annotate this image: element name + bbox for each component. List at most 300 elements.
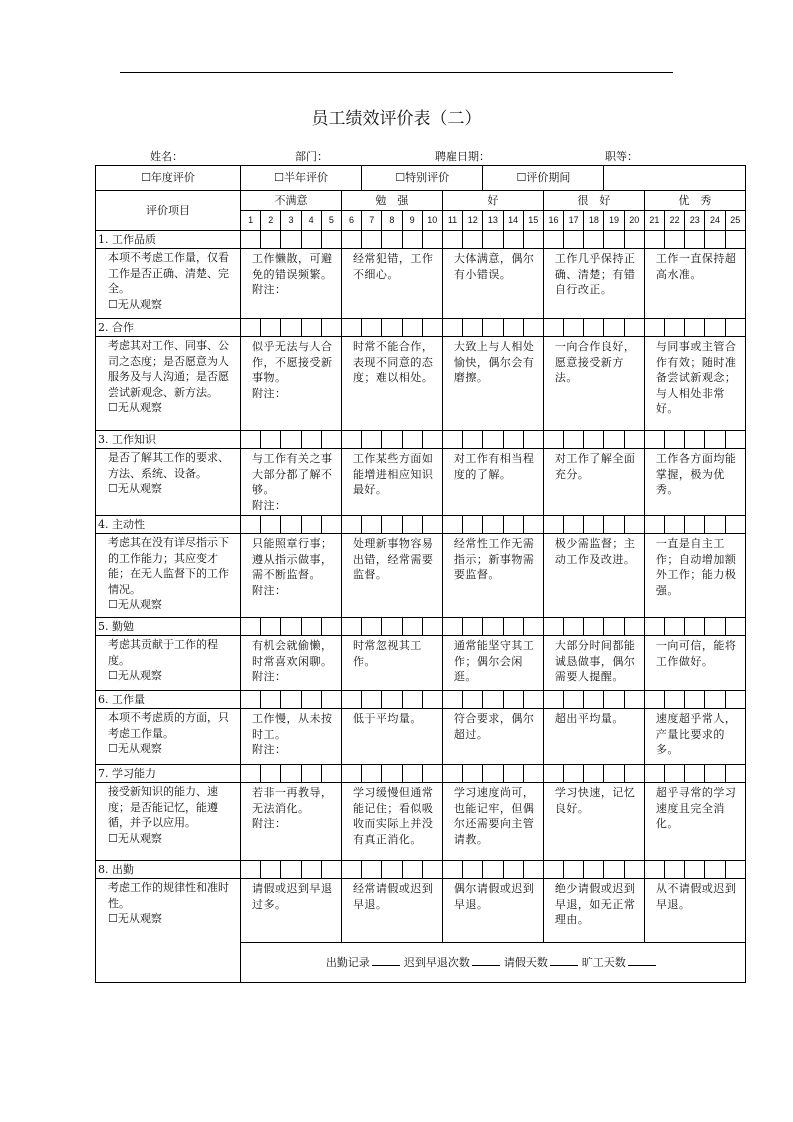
level-text: 超乎寻常的学习速度且完全消化。 xyxy=(655,786,737,830)
score-checkbox-cell[interactable] xyxy=(362,691,382,709)
level-description xyxy=(341,709,442,765)
score-checkbox-cell[interactable] xyxy=(321,516,341,534)
note-label: 附注： xyxy=(252,743,287,756)
score-checkbox-cell[interactable] xyxy=(402,861,422,879)
score-checkbox-cell[interactable] xyxy=(341,618,361,636)
score-checkbox-cell[interactable] xyxy=(463,516,483,534)
score-checkbox-cell[interactable] xyxy=(644,319,664,337)
score-checkbox-cell[interactable] xyxy=(503,319,523,337)
level-description xyxy=(341,449,442,516)
score-checkbox-cell[interactable] xyxy=(321,431,341,449)
score-checkbox-cell[interactable] xyxy=(422,231,442,249)
item-desc-row xyxy=(96,337,746,431)
score-checkbox-cell[interactable] xyxy=(321,861,341,879)
score-checkbox-cell[interactable] xyxy=(422,431,442,449)
eval-type-half-year[interactable]: ☐半年评价 xyxy=(241,166,362,191)
not-observed-checkbox[interactable]: ☐无从观察 xyxy=(108,482,162,495)
level-description xyxy=(543,636,644,691)
score-checkbox-cell[interactable] xyxy=(543,431,563,449)
score-checkbox-cell[interactable] xyxy=(382,691,402,709)
score-number: 25 xyxy=(725,211,745,231)
score-checkbox-cell[interactable] xyxy=(341,231,361,249)
level-text: 工作慢，从未按时工。 xyxy=(252,712,333,741)
grade-label: 职等： xyxy=(605,150,638,163)
score-checkbox-cell[interactable] xyxy=(382,516,402,534)
attendance-late-field[interactable] xyxy=(472,965,500,966)
score-checkbox-cell[interactable] xyxy=(665,516,685,534)
not-observed-checkbox[interactable]: ☐无从观察 xyxy=(108,912,162,925)
score-checkbox-cell[interactable] xyxy=(644,431,664,449)
not-observed-checkbox[interactable]: ☐无从观察 xyxy=(108,297,162,311)
score-checkbox-cell[interactable] xyxy=(442,231,462,249)
item-description xyxy=(96,534,241,618)
score-checkbox-cell[interactable] xyxy=(301,231,321,249)
score-checkbox-cell[interactable] xyxy=(341,861,361,879)
dept-label: 部门： xyxy=(295,150,328,163)
score-checkbox-cell[interactable] xyxy=(705,231,725,249)
score-checkbox-cell[interactable] xyxy=(442,319,462,337)
score-checkbox-cell[interactable] xyxy=(483,861,503,879)
score-checkbox-cell[interactable] xyxy=(564,618,584,636)
score-checkbox-cell[interactable] xyxy=(241,516,261,534)
score-checkbox-cell[interactable] xyxy=(725,319,745,337)
item-description xyxy=(96,449,241,516)
score-checkbox-cell[interactable] xyxy=(523,319,543,337)
score-checkbox-cell[interactable] xyxy=(564,319,584,337)
score-checkbox-cell[interactable] xyxy=(665,431,685,449)
score-checkbox-cell[interactable] xyxy=(725,618,745,636)
score-checkbox-cell[interactable] xyxy=(241,431,261,449)
score-checkbox-cell[interactable] xyxy=(382,319,402,337)
score-checkbox-cell[interactable] xyxy=(281,861,301,879)
level-description xyxy=(442,337,543,431)
score-checkbox-cell[interactable] xyxy=(362,516,382,534)
score-checkbox-cell[interactable] xyxy=(503,618,523,636)
score-checkbox-cell[interactable] xyxy=(725,861,745,879)
score-checkbox-cell[interactable] xyxy=(665,618,685,636)
attendance-absent-label: 旷工天数 xyxy=(581,955,626,969)
level-text: 经常犯错，工作不细心。 xyxy=(352,252,434,281)
score-checkbox-cell[interactable] xyxy=(523,231,543,249)
score-checkbox-cell[interactable] xyxy=(604,861,624,879)
score-checkbox-cell[interactable] xyxy=(584,861,604,879)
level-header: 好 xyxy=(442,191,543,211)
score-checkbox-cell[interactable] xyxy=(564,691,584,709)
score-checkbox-cell[interactable] xyxy=(523,431,543,449)
score-checkbox-cell[interactable] xyxy=(705,319,725,337)
score-checkbox-cell[interactable] xyxy=(281,319,301,337)
score-checkbox-cell[interactable] xyxy=(281,516,301,534)
hire-date-label: 聘雇日期： xyxy=(435,150,490,163)
not-observed-checkbox[interactable]: ☐无从观察 xyxy=(108,742,162,755)
score-checkbox-cell[interactable] xyxy=(624,431,644,449)
score-checkbox-cell[interactable] xyxy=(301,691,321,709)
level-description xyxy=(543,879,644,943)
eval-type-period[interactable]: ☐评价期间 xyxy=(483,166,604,191)
score-checkbox-cell[interactable] xyxy=(685,319,705,337)
level-description xyxy=(543,249,644,319)
score-checkbox-cell[interactable] xyxy=(442,691,462,709)
score-checkbox-cell[interactable] xyxy=(665,691,685,709)
score-checkbox-cell[interactable] xyxy=(241,319,261,337)
item-description xyxy=(96,249,241,319)
score-checkbox-cell[interactable] xyxy=(442,861,462,879)
score-checkbox-cell[interactable] xyxy=(261,231,281,249)
score-checkbox-cell[interactable] xyxy=(725,231,745,249)
level-text: 时常忽视其工作。 xyxy=(352,639,422,668)
score-checkbox-cell[interactable] xyxy=(382,231,402,249)
name-label: 姓名： xyxy=(150,150,183,163)
score-checkbox-cell[interactable] xyxy=(402,765,422,783)
score-checkbox-cell[interactable] xyxy=(301,516,321,534)
score-checkbox-cell[interactable] xyxy=(644,618,664,636)
score-checkbox-cell[interactable] xyxy=(705,765,725,783)
attendance-late-label: 迟到早退次数 xyxy=(403,955,470,969)
score-checkbox-cell[interactable] xyxy=(483,516,503,534)
level-text: 与工作有关之事大部分都了解不够。 xyxy=(252,452,333,496)
item-score-row xyxy=(96,861,746,879)
score-checkbox-cell[interactable] xyxy=(402,231,422,249)
level-text: 从不请假或迟到早退。 xyxy=(655,882,737,911)
score-checkbox-cell[interactable] xyxy=(584,231,604,249)
score-checkbox-cell[interactable] xyxy=(382,431,402,449)
score-checkbox-cell[interactable] xyxy=(281,431,301,449)
level-description xyxy=(644,783,745,861)
not-observed-checkbox[interactable]: ☐无从观察 xyxy=(108,401,162,414)
not-observed-checkbox[interactable]: ☐无从观察 xyxy=(108,831,162,845)
item-title: 2. 合作 xyxy=(96,319,241,337)
item-title: 7. 学习能力 xyxy=(96,765,241,783)
attendance-leave-label: 请假天数 xyxy=(503,955,548,969)
score-checkbox-cell[interactable] xyxy=(341,765,361,783)
level-text: 超出平均量。 xyxy=(554,712,624,725)
evaluation-table xyxy=(95,165,746,983)
score-checkbox-cell[interactable] xyxy=(644,765,664,783)
score-checkbox-cell[interactable] xyxy=(665,861,685,879)
not-observed-checkbox[interactable]: ☐无从观察 xyxy=(108,669,162,682)
score-checkbox-cell[interactable] xyxy=(321,691,341,709)
level-text: 处理新事物容易出错，经常需要监督。 xyxy=(352,537,434,581)
score-checkbox-cell[interactable] xyxy=(543,691,563,709)
score-checkbox-cell[interactable] xyxy=(483,765,503,783)
score-checkbox-cell[interactable] xyxy=(584,431,604,449)
description-text: 接受新知识的能力、速度；是否能记忆，能遵循，并予以应用。 xyxy=(108,785,218,829)
score-checkbox-cell[interactable] xyxy=(503,861,523,879)
score-checkbox-cell[interactable] xyxy=(624,691,644,709)
item-desc-row xyxy=(96,534,746,618)
level-description xyxy=(341,636,442,691)
score-checkbox-cell[interactable] xyxy=(604,319,624,337)
score-checkbox-cell[interactable] xyxy=(301,618,321,636)
score-checkbox-cell[interactable] xyxy=(341,691,361,709)
score-checkbox-cell[interactable] xyxy=(321,231,341,249)
score-checkbox-cell[interactable] xyxy=(604,231,624,249)
level-description xyxy=(241,636,342,691)
level-description xyxy=(341,249,442,319)
score-checkbox-cell[interactable] xyxy=(523,765,543,783)
score-checkbox-cell[interactable] xyxy=(584,319,604,337)
score-checkbox-cell[interactable] xyxy=(503,765,523,783)
level-description xyxy=(241,534,342,618)
score-checkbox-cell[interactable] xyxy=(564,516,584,534)
score-number: 14 xyxy=(503,211,523,231)
level-text: 经常请假或迟到早退。 xyxy=(352,882,434,911)
note-label: 附注： xyxy=(252,498,287,512)
score-checkbox-cell[interactable] xyxy=(301,765,321,783)
score-checkbox-cell[interactable] xyxy=(442,516,462,534)
score-checkbox-cell[interactable] xyxy=(362,431,382,449)
score-checkbox-cell[interactable] xyxy=(705,618,725,636)
score-checkbox-cell[interactable] xyxy=(241,231,261,249)
score-checkbox-cell[interactable] xyxy=(604,516,624,534)
score-checkbox-cell[interactable] xyxy=(402,618,422,636)
score-checkbox-cell[interactable] xyxy=(624,516,644,534)
score-checkbox-cell[interactable] xyxy=(543,765,563,783)
item-title: 4. 主动性 xyxy=(96,516,241,534)
score-checkbox-cell[interactable] xyxy=(685,231,705,249)
score-checkbox-cell[interactable] xyxy=(483,618,503,636)
score-checkbox-cell[interactable] xyxy=(685,691,705,709)
score-checkbox-cell[interactable] xyxy=(584,691,604,709)
level-text: 一向可信，能将工作做好。 xyxy=(655,639,737,668)
score-checkbox-cell[interactable] xyxy=(463,319,483,337)
score-checkbox-cell[interactable] xyxy=(685,765,705,783)
attendance-leave-field[interactable] xyxy=(550,965,578,966)
level-text: 学习速度尚可，也能记牢，但偶尔还需要向主管请教。 xyxy=(453,786,535,846)
score-checkbox-cell[interactable] xyxy=(523,516,543,534)
item-score-row xyxy=(96,765,746,783)
score-checkbox-cell[interactable] xyxy=(341,431,361,449)
score-checkbox-cell[interactable] xyxy=(483,691,503,709)
score-checkbox-cell[interactable] xyxy=(564,431,584,449)
score-checkbox-cell[interactable] xyxy=(604,431,624,449)
score-checkbox-cell[interactable] xyxy=(503,691,523,709)
score-checkbox-cell[interactable] xyxy=(362,765,382,783)
score-checkbox-cell[interactable] xyxy=(705,516,725,534)
score-checkbox-cell[interactable] xyxy=(402,691,422,709)
score-checkbox-cell[interactable] xyxy=(584,765,604,783)
score-number: 12 xyxy=(463,211,483,231)
score-checkbox-cell[interactable] xyxy=(665,231,685,249)
score-checkbox-cell[interactable] xyxy=(705,691,725,709)
score-number: 6 xyxy=(341,211,361,231)
attendance-absent-field[interactable] xyxy=(628,965,656,966)
level-description xyxy=(341,783,442,861)
score-checkbox-cell[interactable] xyxy=(261,765,281,783)
score-number: 9 xyxy=(402,211,422,231)
score-checkbox-cell[interactable] xyxy=(523,691,543,709)
score-checkbox-cell[interactable] xyxy=(564,765,584,783)
score-checkbox-cell[interactable] xyxy=(523,618,543,636)
score-checkbox-cell[interactable] xyxy=(644,231,664,249)
description-text: 考虑其对工作、同事、公司之态度；是否愿意为人服务及与人沟通；是否愿尝试新观念、新方法。 xyxy=(108,339,229,399)
score-checkbox-cell[interactable] xyxy=(241,765,261,783)
score-number: 15 xyxy=(523,211,543,231)
score-checkbox-cell[interactable] xyxy=(644,861,664,879)
eval-period-value[interactable] xyxy=(604,166,745,191)
score-checkbox-cell[interactable] xyxy=(301,319,321,337)
level-text: 大致上与人相处愉快，偶尔会有磨擦。 xyxy=(453,340,535,384)
score-checkbox-cell[interactable] xyxy=(362,319,382,337)
score-checkbox-cell[interactable] xyxy=(604,691,624,709)
score-checkbox-cell[interactable] xyxy=(564,231,584,249)
score-checkbox-cell[interactable] xyxy=(261,431,281,449)
score-checkbox-cell[interactable] xyxy=(422,861,442,879)
score-checkbox-cell[interactable] xyxy=(604,765,624,783)
attendance-record-field[interactable] xyxy=(372,965,400,966)
score-checkbox-cell[interactable] xyxy=(442,618,462,636)
score-checkbox-cell[interactable] xyxy=(463,618,483,636)
score-checkbox-cell[interactable] xyxy=(281,618,301,636)
score-checkbox-cell[interactable] xyxy=(624,319,644,337)
score-checkbox-cell[interactable] xyxy=(725,516,745,534)
score-checkbox-cell[interactable] xyxy=(584,516,604,534)
score-checkbox-cell[interactable] xyxy=(442,431,462,449)
score-checkbox-cell[interactable] xyxy=(321,765,341,783)
score-checkbox-cell[interactable] xyxy=(705,431,725,449)
score-checkbox-cell[interactable] xyxy=(725,691,745,709)
level-description xyxy=(241,337,342,431)
score-checkbox-cell[interactable] xyxy=(422,765,442,783)
level-description xyxy=(543,534,644,618)
description-text: 是否了解其工作的要求、方法、系统、设备。 xyxy=(108,451,229,480)
score-checkbox-cell[interactable] xyxy=(382,618,402,636)
item-score-row xyxy=(96,319,746,337)
score-checkbox-cell[interactable] xyxy=(261,319,281,337)
score-checkbox-cell[interactable] xyxy=(725,431,745,449)
score-checkbox-cell[interactable] xyxy=(665,319,685,337)
score-checkbox-cell[interactable] xyxy=(564,861,584,879)
level-description xyxy=(644,534,745,618)
score-checkbox-cell[interactable] xyxy=(523,861,543,879)
score-checkbox-cell[interactable] xyxy=(301,861,321,879)
score-checkbox-cell[interactable] xyxy=(321,319,341,337)
score-checkbox-cell[interactable] xyxy=(543,231,563,249)
score-checkbox-cell[interactable] xyxy=(685,516,705,534)
score-checkbox-cell[interactable] xyxy=(584,618,604,636)
score-checkbox-cell[interactable] xyxy=(341,516,361,534)
score-checkbox-cell[interactable] xyxy=(281,231,301,249)
not-observed-checkbox[interactable]: ☐无从观察 xyxy=(108,598,162,611)
score-checkbox-cell[interactable] xyxy=(624,861,644,879)
score-checkbox-cell[interactable] xyxy=(725,765,745,783)
description-text: 本项不考虑质的方面，只考虑工作量。 xyxy=(108,711,229,740)
score-checkbox-cell[interactable] xyxy=(685,861,705,879)
score-checkbox-cell[interactable] xyxy=(644,516,664,534)
level-text: 极少需监督；主动工作及改进。 xyxy=(554,537,636,566)
score-checkbox-cell[interactable] xyxy=(382,765,402,783)
score-checkbox-cell[interactable] xyxy=(261,691,281,709)
score-checkbox-cell[interactable] xyxy=(483,319,503,337)
score-number: 23 xyxy=(685,211,705,231)
score-checkbox-cell[interactable] xyxy=(665,765,685,783)
score-checkbox-cell[interactable] xyxy=(422,691,442,709)
score-checkbox-cell[interactable] xyxy=(241,691,261,709)
score-checkbox-cell[interactable] xyxy=(241,618,261,636)
score-checkbox-cell[interactable] xyxy=(483,431,503,449)
description-text: 本项不考虑工作量，仅看工作是否正确、清楚、完全。 xyxy=(108,251,229,295)
level-description xyxy=(543,337,644,431)
item-desc-row xyxy=(96,249,746,319)
score-checkbox-cell[interactable] xyxy=(644,691,664,709)
score-checkbox-cell[interactable] xyxy=(241,861,261,879)
score-checkbox-cell[interactable] xyxy=(543,516,563,534)
score-checkbox-cell[interactable] xyxy=(503,516,523,534)
item-description xyxy=(96,879,241,983)
level-description xyxy=(543,709,644,765)
score-checkbox-cell[interactable] xyxy=(422,319,442,337)
score-checkbox-cell[interactable] xyxy=(463,765,483,783)
level-text: 一向合作良好，愿意接受新方法。 xyxy=(554,340,636,384)
score-checkbox-cell[interactable] xyxy=(503,231,523,249)
level-description xyxy=(442,534,543,618)
score-checkbox-cell[interactable] xyxy=(624,231,644,249)
score-checkbox-cell[interactable] xyxy=(483,231,503,249)
score-checkbox-cell[interactable] xyxy=(543,861,563,879)
score-checkbox-cell[interactable] xyxy=(281,691,301,709)
score-checkbox-cell[interactable] xyxy=(261,861,281,879)
score-checkbox-cell[interactable] xyxy=(463,861,483,879)
item-description xyxy=(96,337,241,431)
score-checkbox-cell[interactable] xyxy=(705,861,725,879)
score-checkbox-cell[interactable] xyxy=(382,861,402,879)
score-checkbox-cell[interactable] xyxy=(463,231,483,249)
score-checkbox-cell[interactable] xyxy=(463,431,483,449)
eval-type-annual[interactable]: ☐年度评价 xyxy=(96,166,241,191)
score-checkbox-cell[interactable] xyxy=(261,516,281,534)
score-checkbox-cell[interactable] xyxy=(402,516,422,534)
score-checkbox-cell[interactable] xyxy=(624,618,644,636)
score-checkbox-cell[interactable] xyxy=(402,319,422,337)
level-text: 请假或迟到早退过多。 xyxy=(252,882,333,911)
level-text: 通常能坚守其工作；偶尔会闲逛。 xyxy=(453,639,535,683)
level-text: 符合要求，偶尔超过。 xyxy=(453,712,535,741)
score-number: 19 xyxy=(604,211,624,231)
eval-type-special[interactable]: ☐特别评价 xyxy=(362,166,483,191)
score-number: 24 xyxy=(705,211,725,231)
score-checkbox-cell[interactable] xyxy=(281,765,301,783)
score-checkbox-cell[interactable] xyxy=(362,618,382,636)
score-checkbox-cell[interactable] xyxy=(402,431,422,449)
level-text: 有机会就偷懒，时常喜欢闲聊。 xyxy=(252,639,333,668)
score-checkbox-cell[interactable] xyxy=(624,765,644,783)
score-checkbox-cell[interactable] xyxy=(442,765,462,783)
score-checkbox-cell[interactable] xyxy=(463,691,483,709)
note-label: 附注： xyxy=(252,817,287,830)
score-checkbox-cell[interactable] xyxy=(422,516,442,534)
score-checkbox-cell[interactable] xyxy=(604,618,624,636)
item-score-row xyxy=(96,691,746,709)
level-header-row xyxy=(96,191,746,211)
score-checkbox-cell[interactable] xyxy=(362,861,382,879)
score-checkbox-cell[interactable] xyxy=(422,618,442,636)
score-checkbox-cell[interactable] xyxy=(543,618,563,636)
score-checkbox-cell[interactable] xyxy=(543,319,563,337)
level-text: 大体满意，偶尔有小错误。 xyxy=(453,252,535,281)
score-checkbox-cell[interactable] xyxy=(685,431,705,449)
score-checkbox-cell[interactable] xyxy=(341,319,361,337)
score-checkbox-cell[interactable] xyxy=(362,231,382,249)
score-checkbox-cell[interactable] xyxy=(321,618,341,636)
score-number: 13 xyxy=(483,211,503,231)
score-checkbox-cell[interactable] xyxy=(261,618,281,636)
level-description xyxy=(442,449,543,516)
score-checkbox-cell[interactable] xyxy=(301,431,321,449)
score-checkbox-cell[interactable] xyxy=(503,431,523,449)
score-number: 7 xyxy=(362,211,382,231)
score-checkbox-cell[interactable] xyxy=(685,618,705,636)
score-number: 2 xyxy=(261,211,281,231)
